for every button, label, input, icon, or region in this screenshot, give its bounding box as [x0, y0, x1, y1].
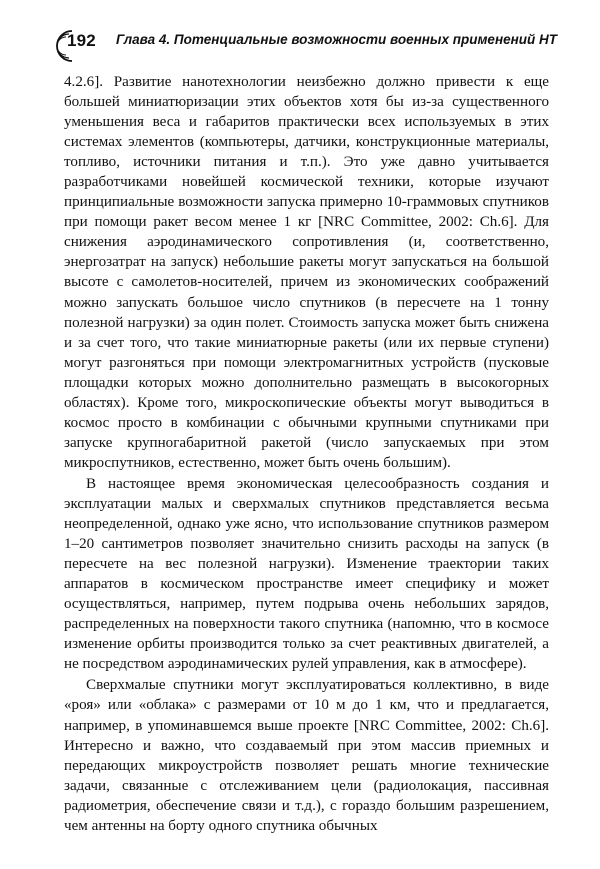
paragraph-continued: 4.2.6]. Развитие нанотехнологии неизбежно должно привести к еще большей миниатюризации этих объектов хотя бы из-за существенного уменьшения веса и габаритов практически всех используемых в этих системах элементов (компьютеры, датчики, конструкционные материалы, топливо, источники питания и т.п.). Это уже давно учитывается разработчиками новейшей космической техники, которые изучают принципиальные возможности запуска примерно 10-граммовых спутников при помощи ракет весом менее 1 кг [NRC Committee, 2002: Ch.6]. Для снижения аэродинамического сопротивления (и, соответственно, энергозатрат на запуск) небольшие ракеты могут запускаться на большой высоте с самолетов-носителей, причем из экономических соображений можно запускать большое число спутников (в пересчете на 1 тонну полезной нагрузки) за один полет. Стоимость запуска может быть снижена и за счет того, что такие миниатюрные ракеты (или их первые ступени) могут разгоняться при помощи электромагнитных устройств (пусковые площадки которых можно дополнительно размещать в высокогорных областях). Кроме того, микроскопические объекты могут выводиться в космос просто в комбинации с обычными крупными спутниками при запуске крупногабаритной ракетой (число запускаемых при этом микроспутников, естественно, может быть очень большим). [64, 74, 549, 471]
page-number: 192 [67, 31, 96, 50]
page-number-mark [56, 28, 96, 64]
paragraph: Сверхмалые спутники могут эксплуатироваться коллективно, в виде «роя» или «облака» с размерами от 10 м до 1 км, что и предлагается, например, в упоминавшемся выше проекте [NRC Committee, 2002: Ch.6]. Интересно и важно, что создаваемый при этом массив приемных и передающих микроустройств позволяет решать многие технические задачи, связанные с отслеживанием цели (радиолокация, пассивная радиометрия, обеспечение связи и т.д.), с гораздо большим разрешением, чем антенны на борту одного спутника обычных [64, 677, 549, 834]
paragraph: В настоящее время экономическая целесообразность создания и эксплуатации малых и сверхмалых спутников представляется весьма неопределенной, однако уже ясно, что использование спутников размером 1–20 сантиметров позволяет значительно снизить расходы на запуск (в пересчете на вес полезной нагрузки). Изменение траектории таких аппаратов в космическом пространстве имеет специфику и может осуществляться, например, путем подрыва очень небольших зарядов, распределенных на поверхности такого спутника (напомню, что в космосе изменение орбиты производится только за счет реактивных двигателей, а не посредством аэродинамических рулей управления, как в атмосфере). [64, 475, 549, 673]
page-header [56, 28, 557, 64]
body-text [64, 72, 549, 836]
running-head: Глава 4. Потенциальные возможности военных применений НТ [116, 32, 557, 47]
